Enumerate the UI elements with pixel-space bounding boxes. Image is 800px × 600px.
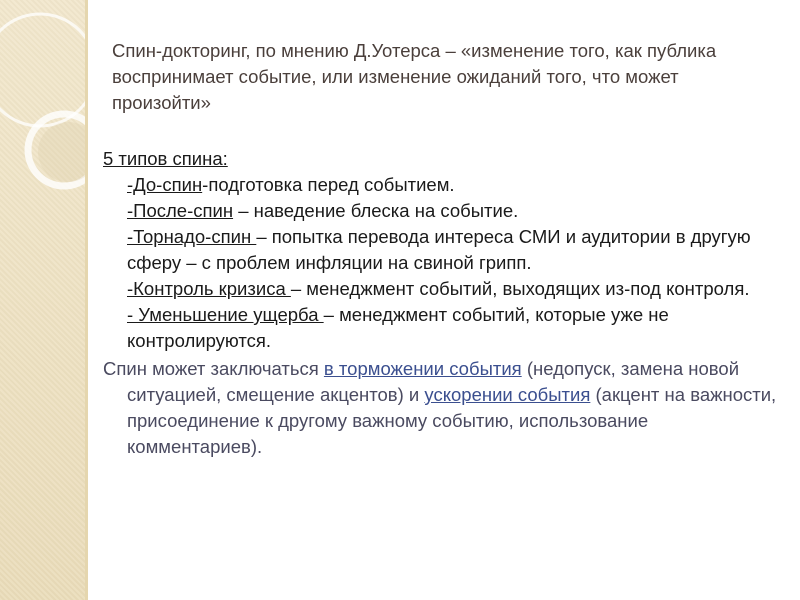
list-item — [127, 172, 783, 198]
conclusion-suffix: (акцент на важности, присоединение к другому важному событию, использование комментариев). — [127, 384, 777, 457]
spin-type-name: -После-спин — [127, 200, 234, 221]
spin-type-description: – менеджмент событий, которые уже не контролируются. — [127, 304, 669, 351]
list-item — [127, 224, 783, 276]
spin-type-name: - Уменьшение ущерба — [127, 304, 324, 325]
accelerating-event-link[interactable]: ускорении события — [424, 384, 591, 405]
spin-type-description: – попытка перевода интереса СМИ и аудитории в другую сферу – с проблем инфляции на свиной грипп. — [127, 226, 751, 273]
decorative-side-panel — [0, 0, 88, 600]
slide-title: Спин-докторинг, по мнению Д.Уотерса – «изменение того, как публика воспринимает событие, или изменение ожиданий того, что может произойти» — [112, 40, 717, 113]
spin-type-description: – наведение блеска на событие. — [233, 200, 519, 221]
types-heading — [103, 146, 783, 172]
decorative-disc — [38, 122, 88, 182]
conclusion-middle: (недопуск, замена новой ситуацией, смещение акцентов) и — [127, 358, 740, 405]
conclusion-prefix: Спин может заключаться — [103, 358, 324, 379]
decorative-circles — [0, 0, 88, 600]
list-item — [127, 276, 783, 302]
spin-type-description: -подготовка перед событием. — [202, 174, 455, 195]
spin-type-name: -До-спин — [127, 174, 203, 195]
list-item — [127, 198, 783, 224]
conclusion-paragraph — [103, 356, 783, 460]
slide-body — [103, 146, 783, 479]
list-item — [127, 302, 783, 354]
spin-type-name: -Контроль кризиса — [127, 278, 291, 299]
spin-type-description: – менеджмент событий, выходящих из-под контроля. — [290, 278, 750, 299]
spin-types-list — [127, 172, 783, 354]
decorative-ring-large — [0, 14, 88, 126]
spin-type-name: -Торнадо-спин — [127, 226, 257, 247]
braking-event-link[interactable]: в торможении события — [323, 358, 522, 379]
types-heading-text: 5 типов спина: — [103, 148, 228, 169]
slide-content — [88, 0, 800, 600]
